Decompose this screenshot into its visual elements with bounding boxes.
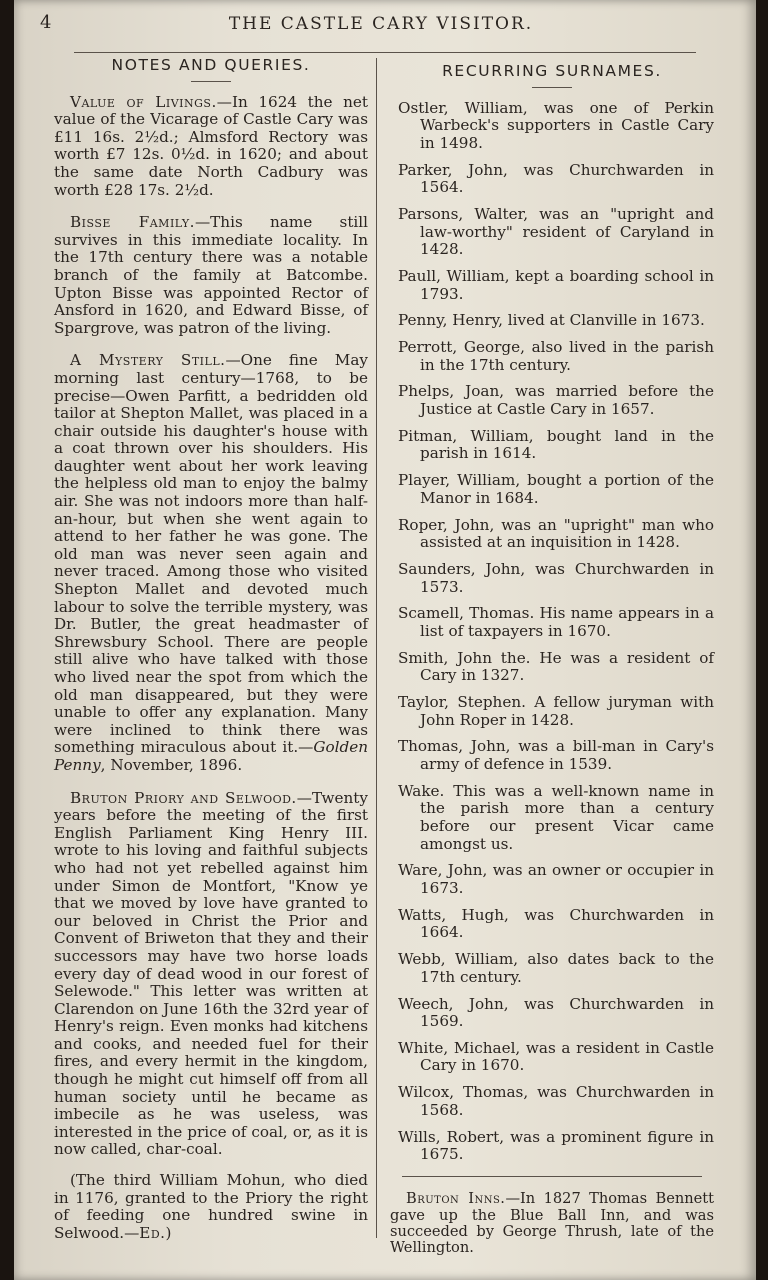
note-source-date: , November, 1896. (100, 755, 243, 774)
surname-entry: Player, William, bought a portion of the Manor in 1684. (398, 471, 714, 507)
page (14, 0, 756, 1280)
surname-entry: Parker, John, was Churchwarden in 1564. (398, 160, 714, 197)
surname-entry: Smith, John the. He was a resident of Cary in 1327. (398, 648, 714, 685)
surname-entry: Paull, William, kept a boarding school in 1793. (398, 266, 714, 303)
note-bruton-inns (390, 1191, 714, 1256)
note-source-title: Golden Penny (54, 738, 368, 774)
note-body: —One fine May morning last century—1768, to be precise—Owen Parfitt, a bedridden old tailor at Shepton Mallet, was placed in a chair outside his daughter's house with a coat thrown over his shoulders. His daughter went about her work leaving the helpless old man to enjoy the balmy air. She was not indoors more than half-an-hour, but when she went again to attend to her father he was gone. The old man was never seen again and never traced. Among those who visited Shepton Mallet and devoted much labour to solve the terrible mystery, was Dr. Butler, the great headmaster of Shrewsbury School. There are people still alive who have talked with those who lived near the spot from which the old man disappeared, but they were unable to offer any explanation. Many were inclined to think there was something miraculous about it.— (54, 351, 368, 757)
surname-entry: Ostler, William, was one of Perkin Warbeck's supporters in Castle Cary in 1498. (398, 98, 714, 152)
surnames-heading: RECURRING SURNAMES. (442, 62, 662, 80)
surname-entry: Penny, Henry, lived at Clanville in 1673. (398, 311, 705, 330)
surname-entry: Roper, John, was an "upright" man who assisted at an inquisition in 1428. (398, 515, 714, 552)
note-bisse-family (54, 214, 368, 337)
surname-entry: Wilcox, Thomas, was Churchwarden in 1568. (398, 1083, 714, 1119)
notes-heading: NOTES AND QUERIES. (111, 56, 311, 74)
note-body: (The third William Mohun, who died in 1176, granted to the Priory the right of feeding one hundred swine in Selwood.— (54, 1171, 368, 1242)
note-title: Bisse Family. (70, 213, 195, 232)
journal-title: THE CASTLE CARY VISITOR. (228, 14, 534, 34)
surname-entry: Parsons, Walter, was an "upright and law-worthy" resident of Caryland in 1428. (398, 204, 714, 259)
note-body: —In 1827 Thomas Bennett gave up the Blue Ball Inn, and was succeeded by George Thrush, late of the Wellington. (390, 1190, 714, 1257)
column-divider (376, 58, 377, 1238)
surname-entry: Phelps, Joan, was married before the Justice at Castle Cary in 1657. (398, 382, 714, 419)
surname-entry: Saunders, John, was Churchwarden in 1573. (398, 559, 714, 596)
note-body: —Twenty years before the meeting of the first English Parliament King Henry III. wrote to his loving and faithful subjects who had not yet rebelled against him under Simon de Montfort, "Know ye that we moved by love have granted to our beloved in Christ the Prior and Convent of Briweton that they and their successors may have two horse loads every day of dead wood in our forest of Selewode." This letter was written at Clarendon on June 16th the 32rd year of Henry's reign. Even monks had kitchens and cooks, and needed fuel for their fires, and every hermit in the kingdom, though he might cut himself off from all human society until he became as imbecile as he was useless, was interested in the price of coal, or, as it is now called, char-coal. (54, 788, 368, 1159)
editor-mark: Ed. (139, 1223, 166, 1242)
note-body: —This name still survives in this immediate locality. In the 17th century there was a notable branch of the family at Batcombe. Upton Bisse was appointed Rector of Ansford in 1620, and Edward Bisse, of Spargrove, was patron of the living. (54, 213, 368, 337)
surname-entry: Scamell, Thomas. His name appears in a list of taxpayers in 1670. (398, 604, 714, 640)
note-body: —In 1624 the net value of the Vicarage of Castle Cary was £11 16s. 2½d.; Almsford Rectory was worth £7 12s. 0½d. in 1620; and about the same date North Cadbury was worth £28 17s. 2½d. (54, 92, 368, 199)
note-title: Value of Livings. (70, 92, 217, 111)
page-number: 4 (40, 12, 52, 33)
heading-rule (191, 81, 231, 82)
note-value-of-livings (54, 94, 368, 200)
surname-entry: White, Michael, was a resident in Castle Cary in 1670. (398, 1038, 714, 1075)
surname-entry: Wake. This was a well-known name in the parish more than a century before our present Vicar came amongst us. (398, 781, 714, 853)
surname-entry: Wills, Robert, was a prominent figure in 1675. (398, 1127, 714, 1164)
note-title: A Mystery Still. (70, 351, 226, 370)
note-title: Bruton Inns. (406, 1190, 506, 1208)
note-mystery-still (54, 352, 368, 774)
note-bruton-priory (54, 790, 368, 1159)
surname-entry: Thomas, John, was a bill-man in Cary's army of defence in 1539. (398, 737, 714, 774)
surname-entry: Pitman, William, bought land in the parish in 1614. (398, 426, 714, 463)
surname-entry: Taylor, Stephen. A fellow juryman with John Roper in 1428. (398, 693, 714, 729)
note-mohun (54, 1172, 368, 1242)
surname-entry: Webb, William, also dates back to the 17th century. (398, 950, 714, 986)
recurring-surnames-column (390, 58, 714, 1271)
surname-entry: Watts, Hugh, was Churchwarden in 1664. (398, 905, 714, 942)
heading-rule (532, 87, 572, 88)
note-close: ) (165, 1223, 172, 1242)
section-rule (402, 1176, 702, 1177)
surname-entry: Ware, John, was an owner or occupier in 1673. (398, 861, 714, 897)
running-header (36, 8, 726, 38)
surname-entry: Perrott, George, also lived in the parish in the 17th century. (398, 338, 714, 374)
surname-entry: Weech, John, was Churchwarden in 1569. (398, 994, 714, 1031)
note-title: Bruton Priory and Selwood. (70, 788, 297, 807)
notes-and-queries-column (54, 52, 368, 1257)
